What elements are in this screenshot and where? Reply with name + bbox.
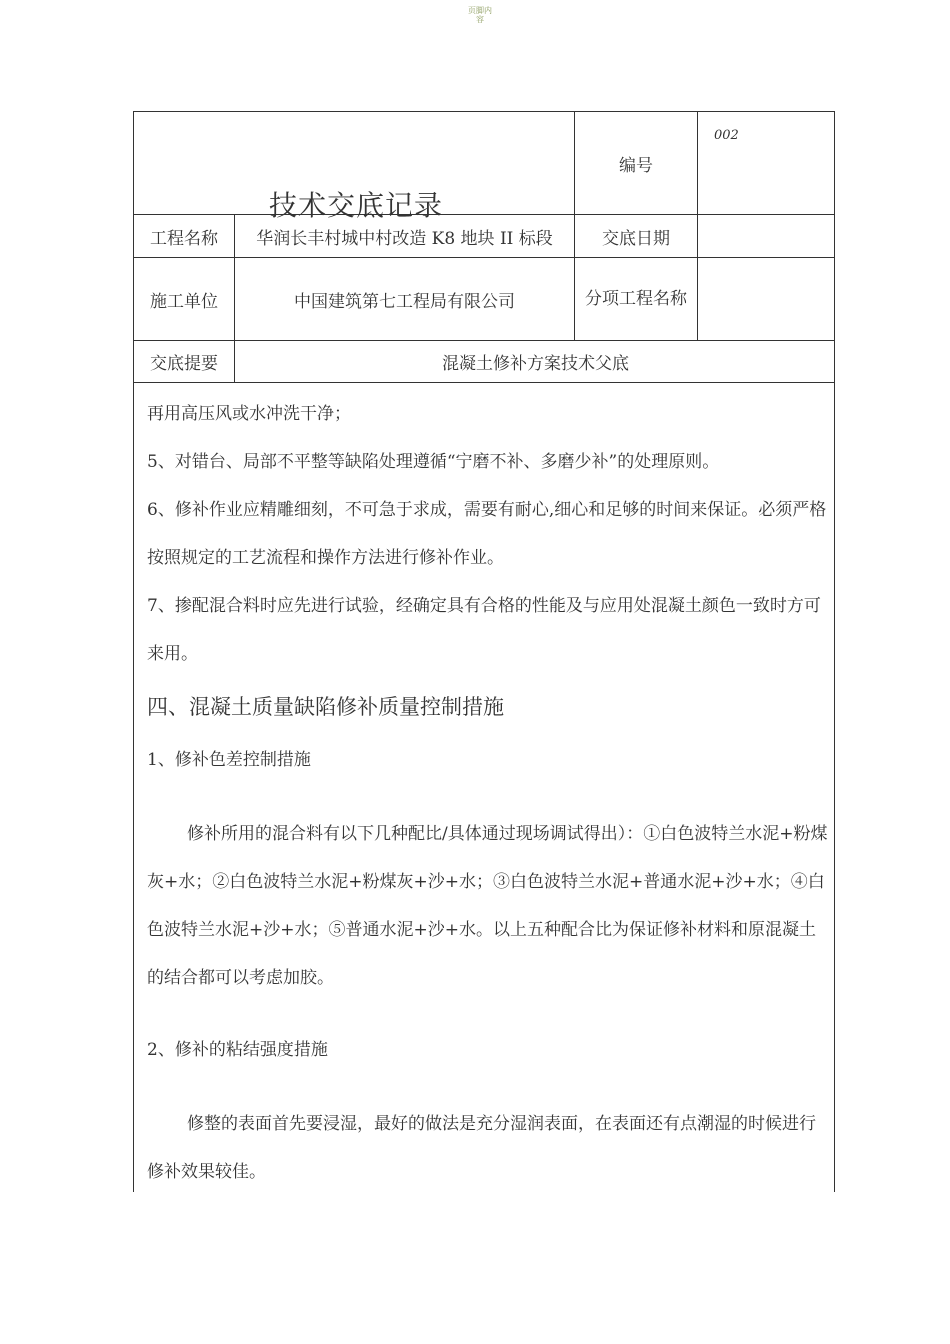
project-name-value: 华润长丰村城中村改造 K8 地块 II 标段 [256, 228, 553, 249]
handover-date-value [698, 215, 835, 257]
content-body [147, 382, 831, 1192]
number-label: 编号 [619, 155, 653, 176]
item-title: 1、修补色差控制措施 [147, 750, 311, 770]
paragraph: 再用高压风或水冲洗干净； [147, 404, 351, 424]
record-title: 技术交底记录 [269, 189, 444, 222]
sub-project-value [698, 258, 835, 340]
contractor-value: 中国建筑第七工程局有限公司 [294, 291, 515, 312]
paragraph: 5、对错台、局部不平整等缺陷处理遵循“宁磨不补、多磨少补”的处理原则。 [147, 452, 720, 472]
handover-date-label: 交底日期 [602, 228, 670, 249]
header-mark: 页脚内容 [468, 6, 492, 24]
section-heading: 四、混凝土质量缺陷修补质量控制措施 [147, 695, 504, 719]
paragraph: 6、修补作业应精雕细刻，不可急于求成，需要有耐心,细心和足够的时间来保证。必须严格按照规定的工艺流程和操作方法进行修补作业。 [147, 500, 827, 568]
contractor-label: 施工单位 [150, 291, 218, 312]
item-body: 修整的表面首先要浸湿，最好的做法是充分湿润表面，在表面还有点潮湿的时候进行修补效果较佳。 [147, 1114, 816, 1182]
item-body: 修补所用的混合料有以下几种配比/具体通过现场调试得出）：①白色波特兰水泥+粉煤灰+水；②白色波特兰水泥+粉煤灰+沙+水；③白色波特兰水泥+普通水泥+沙+水；④白色波特兰水泥+沙+水；⑤普通水泥+沙+水。以上五种配合比为保证修补材料和原混凝土的结合都可以考虑加胶。 [147, 824, 828, 988]
number-value: 002 [714, 128, 739, 143]
summary-value: 混凝土修补方案技术父底 [442, 354, 629, 374]
item-title: 2、修补的粘结强度措施 [147, 1040, 328, 1060]
technical-record-table [133, 111, 835, 1192]
sub-project-label: 分项工程名称 [585, 289, 687, 309]
project-name-label: 工程名称 [150, 228, 218, 249]
paragraph: 7、掺配混合料时应先进行试验，经确定具有合格的性能及与应用处混凝土颜色一致时方可来用。 [147, 596, 821, 664]
summary-label: 交底提要 [150, 354, 218, 374]
